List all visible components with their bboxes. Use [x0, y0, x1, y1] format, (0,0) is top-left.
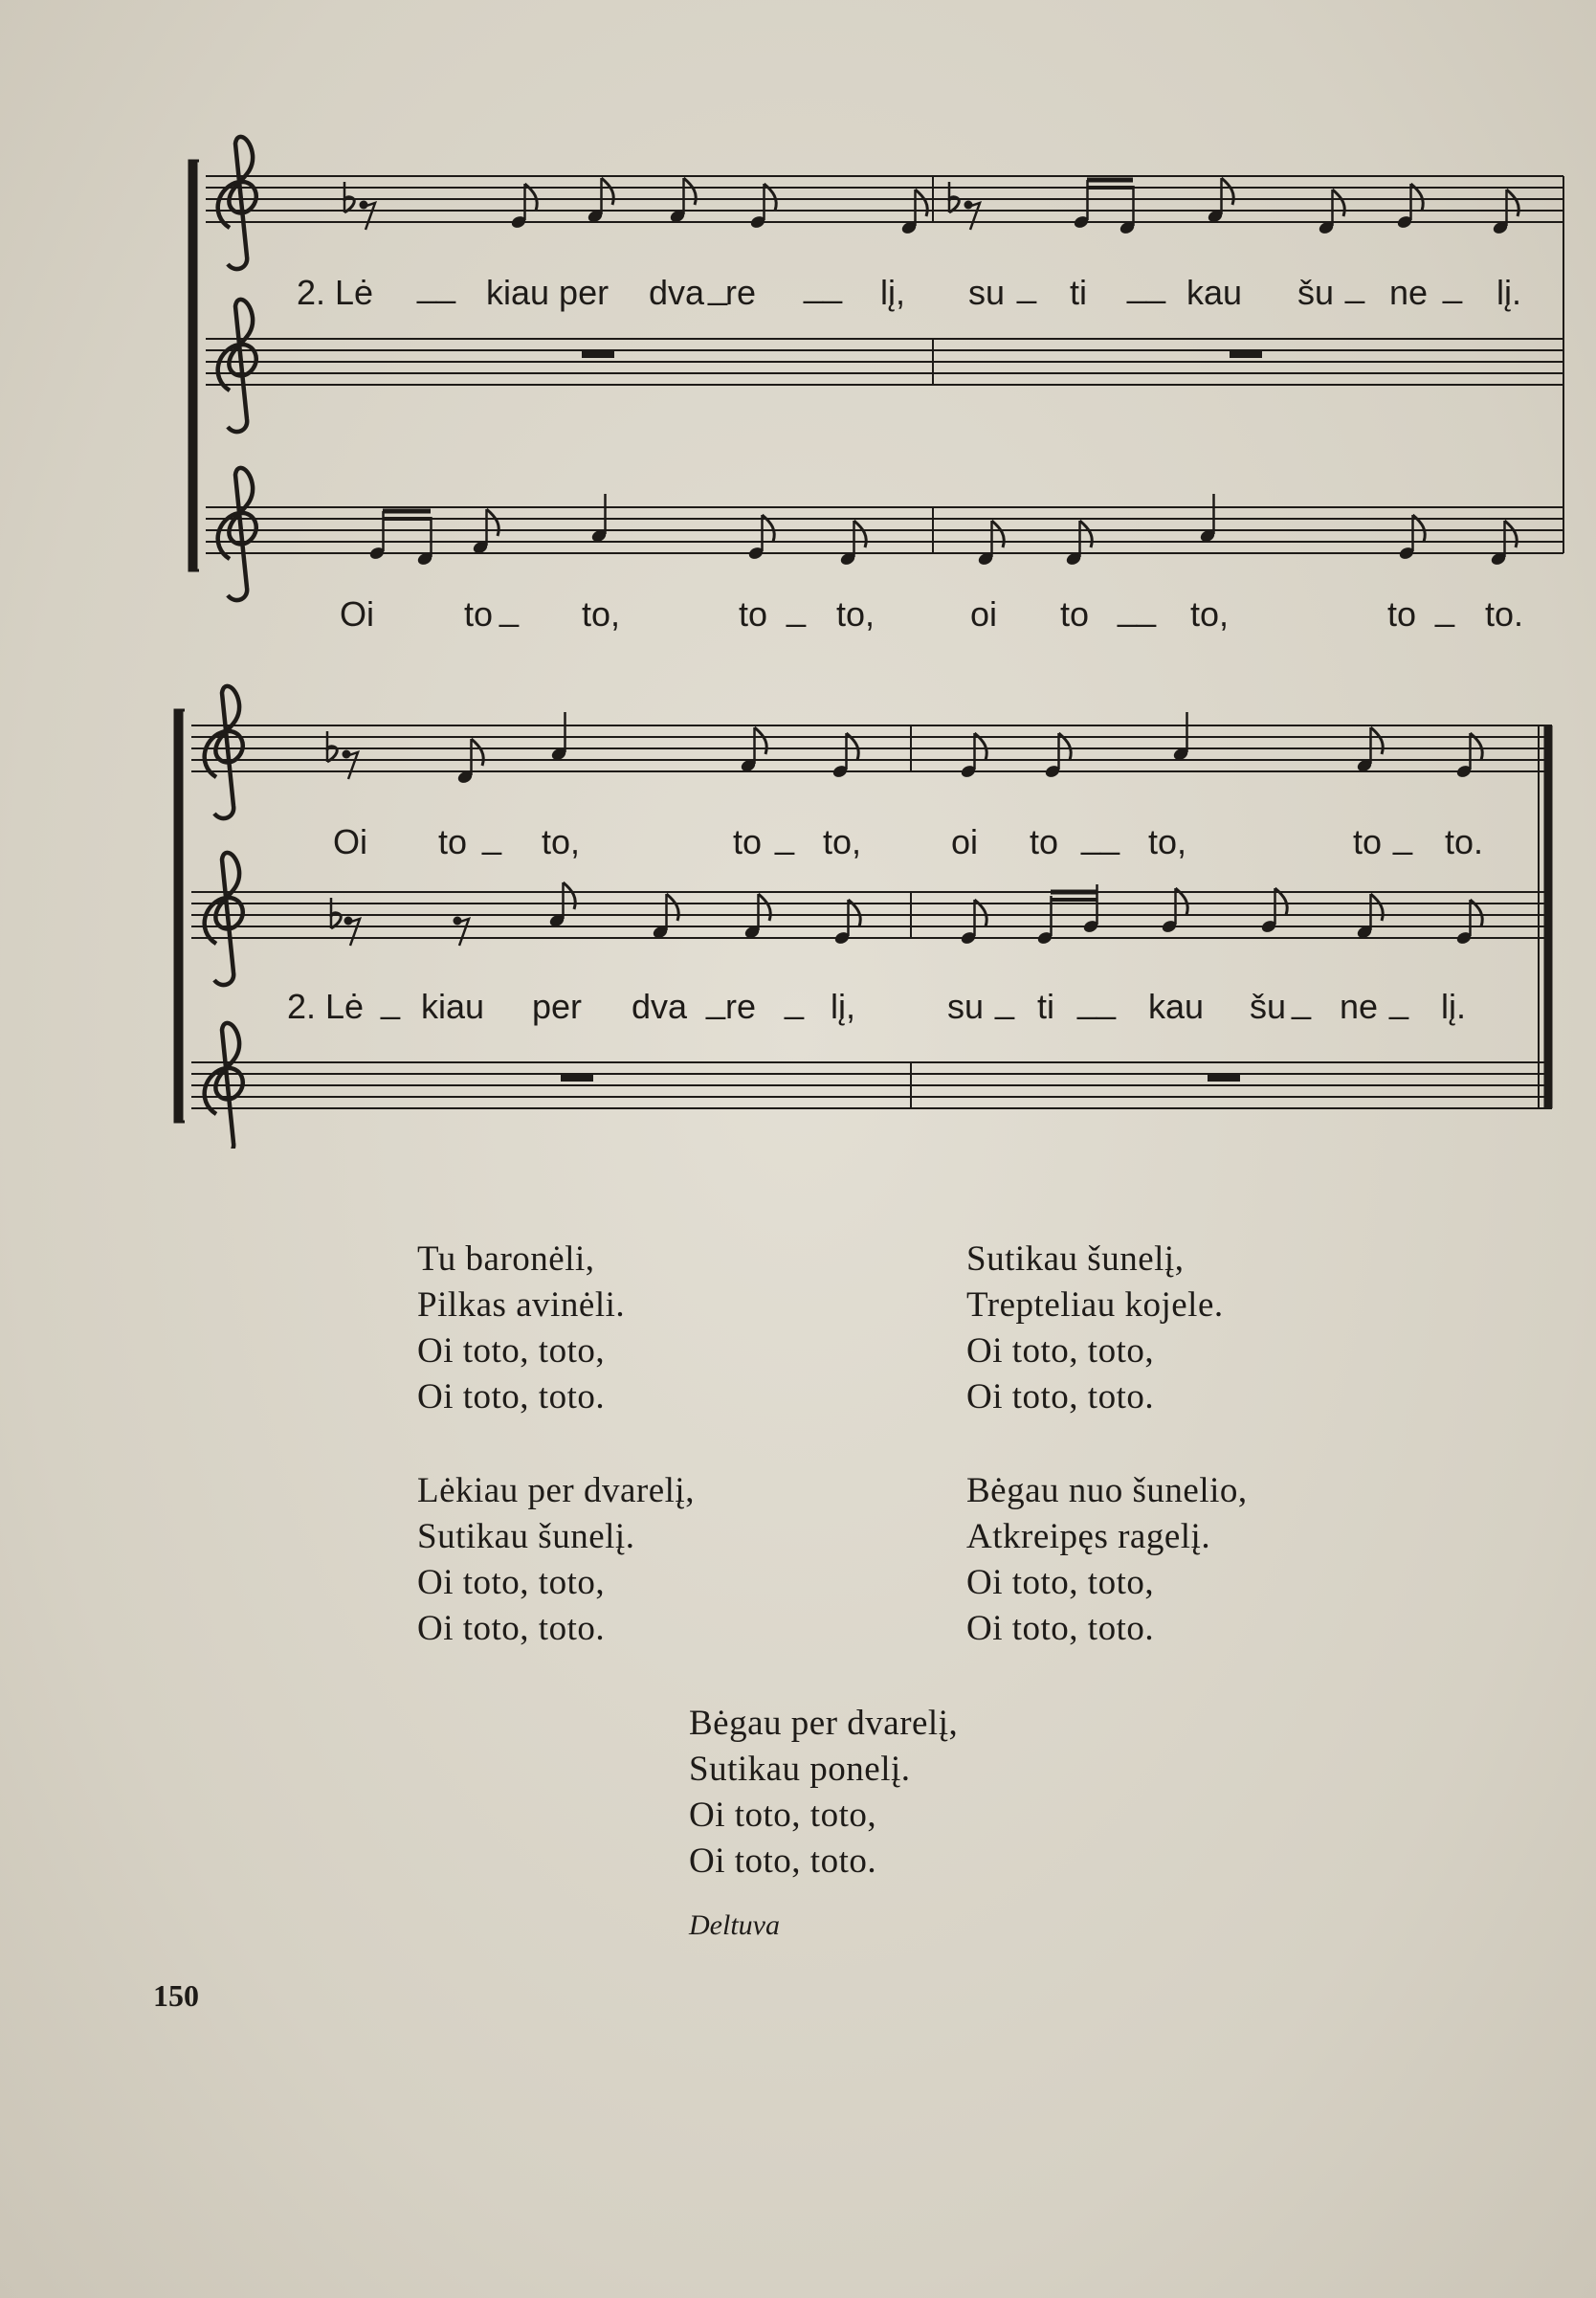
- lyric: _: [775, 816, 795, 856]
- verse-line: Oi toto, toto,: [417, 1331, 606, 1371]
- verse-line: Oi toto, toto,: [966, 1563, 1155, 1602]
- verse-line: Lėkiau per dvarelį,: [417, 1471, 695, 1510]
- lyric: to: [739, 594, 768, 634]
- verse-line: Bėgau nuo šunelio,: [966, 1471, 1248, 1510]
- lyric: 2. Lė: [287, 987, 365, 1026]
- lyric: to,: [582, 594, 621, 634]
- lyric: su: [968, 273, 1006, 312]
- lyric: su: [947, 987, 985, 1026]
- lyric: __: [1127, 265, 1166, 304]
- verse-line: Oi toto, toto,: [966, 1331, 1155, 1371]
- lyric: _: [381, 981, 401, 1020]
- lyric: šu: [1250, 987, 1287, 1026]
- verse-line: Oi toto, toto,: [689, 1796, 877, 1835]
- lyric: _: [1435, 589, 1455, 628]
- verse-line: Atkreipęs ragelį.: [966, 1517, 1211, 1556]
- lyric: oi: [951, 822, 979, 861]
- lyric: to: [1030, 822, 1059, 861]
- stanza-3: [417, 1468, 695, 1652]
- verse-line: Pilkas avinėli.: [417, 1285, 626, 1325]
- lyric: lį.: [1496, 273, 1521, 312]
- verse-line: Oi toto, toto,: [417, 1563, 606, 1602]
- lyric: __: [1118, 589, 1157, 628]
- lyric: kau: [1186, 273, 1243, 312]
- lyric: per: [532, 987, 583, 1026]
- lyric: dva: [649, 273, 705, 312]
- lyric: re: [725, 273, 757, 312]
- lyric: __: [1081, 816, 1120, 856]
- system-1: [189, 137, 1563, 634]
- verse-line: Sutikau šunelį,: [966, 1239, 1185, 1279]
- stanza-5: [689, 1701, 958, 1885]
- verse-line: Oi toto, toto.: [689, 1841, 877, 1881]
- lyric: dva: [632, 987, 688, 1026]
- lyric: _: [995, 981, 1015, 1020]
- lyric: __: [417, 265, 456, 304]
- verse-line: Trepteliau kojele.: [966, 1285, 1224, 1325]
- lyric: to,: [836, 594, 876, 634]
- verse-line: Bėgau per dvarelį,: [689, 1704, 959, 1743]
- lyric: _: [706, 981, 726, 1020]
- lyric: _: [1443, 265, 1463, 304]
- lyric: kiau per: [486, 273, 610, 312]
- lyric: ti: [1070, 273, 1087, 312]
- verse-line: Oi toto, toto.: [417, 1377, 606, 1417]
- lyric: __: [1077, 981, 1117, 1020]
- stanza-2: [966, 1237, 1224, 1420]
- lyric: kau: [1148, 987, 1205, 1026]
- lyric: lį.: [1441, 987, 1466, 1026]
- lyric: _: [499, 589, 520, 628]
- verse-line: Oi toto, toto.: [966, 1377, 1155, 1417]
- verse-line: Oi toto, toto.: [417, 1609, 606, 1648]
- lyric: _: [785, 981, 805, 1020]
- lyric: Oi: [340, 594, 374, 634]
- verse-line: Sutikau šunelį.: [417, 1517, 635, 1556]
- lyric: to,: [1148, 822, 1187, 861]
- lyric: ti: [1037, 987, 1054, 1026]
- source-location: Deltuva: [689, 1909, 780, 1941]
- lyric: _: [1292, 981, 1312, 1020]
- lyric: kiau: [421, 987, 485, 1026]
- lyric: to,: [542, 822, 581, 861]
- lyric: oi: [970, 594, 998, 634]
- lyric: Oi: [333, 822, 367, 861]
- lyric: to: [1353, 822, 1383, 861]
- lyric: 2. Lė: [297, 273, 374, 312]
- lyric: to: [1060, 594, 1090, 634]
- lyric: to,: [1190, 594, 1230, 634]
- lyric: _: [1389, 981, 1409, 1020]
- lyric: lį,: [880, 273, 905, 312]
- verse-line: Sutikau ponelį.: [689, 1750, 911, 1789]
- lyric: lį,: [831, 987, 855, 1026]
- lyric: to: [438, 822, 468, 861]
- lyric: _: [787, 589, 807, 628]
- page-number: 150: [153, 1978, 199, 2013]
- lyric: _: [708, 267, 728, 306]
- lyric: to,: [823, 822, 862, 861]
- lyric: to.: [1485, 594, 1524, 634]
- lyric: to: [1387, 594, 1417, 634]
- lyric: _: [482, 816, 502, 856]
- lyric: _: [1345, 265, 1365, 304]
- verse-line: Oi toto, toto.: [966, 1609, 1155, 1648]
- lyric: ne: [1389, 273, 1429, 312]
- verse-line: Tu baronėli,: [417, 1239, 595, 1279]
- lyric: to: [464, 594, 494, 634]
- stanza-4: [966, 1468, 1248, 1652]
- stanza-1: [417, 1237, 625, 1420]
- system-2: [175, 686, 1552, 1149]
- lyric: ne: [1340, 987, 1379, 1026]
- lyric: to.: [1445, 822, 1484, 861]
- lyric: _: [1017, 265, 1037, 304]
- lyric: _: [1393, 816, 1413, 856]
- lyric: to: [733, 822, 763, 861]
- lyric: šu: [1297, 273, 1335, 312]
- lyric: __: [804, 265, 843, 304]
- lyric: re: [725, 987, 757, 1026]
